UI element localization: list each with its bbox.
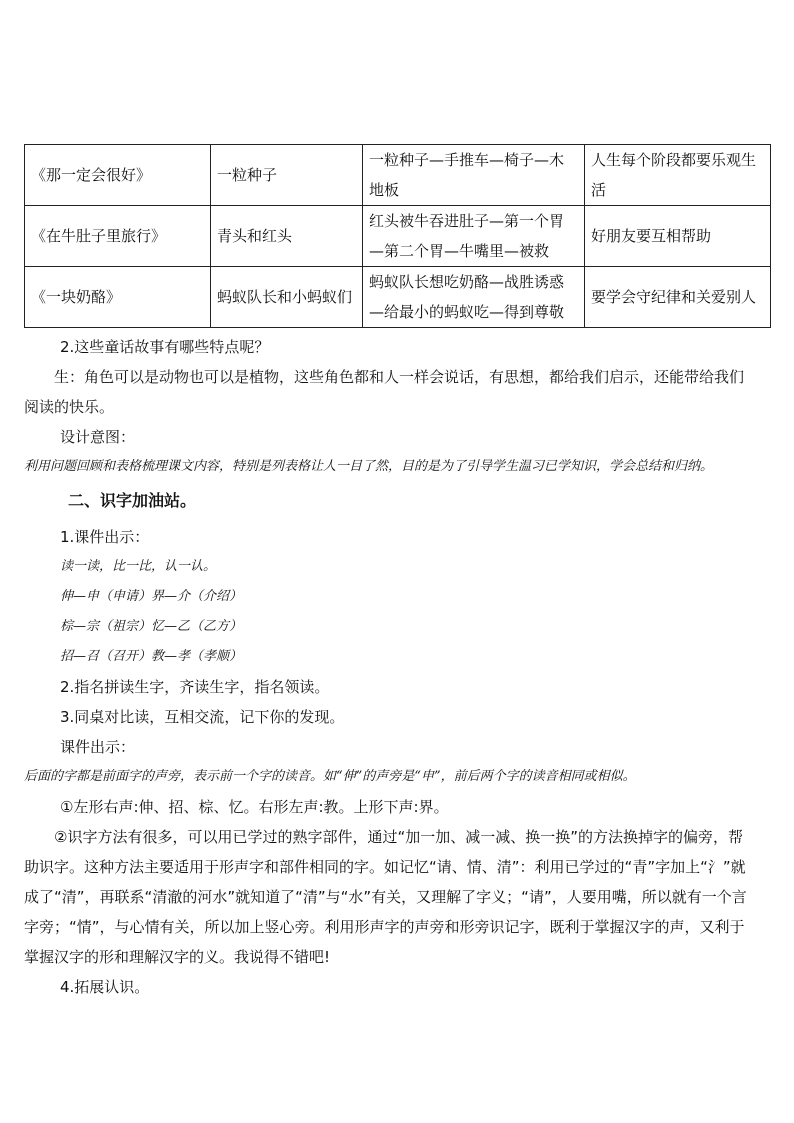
student-answer: 生：角色可以是动物也可以是植物，这些角色都和人一样会说话，有思想，都给我们启示，还能带给我们阅读的快乐。 bbox=[24, 368, 745, 416]
table-cell-character: 青头和红头 bbox=[211, 206, 363, 267]
character-pair-1: 伸—申（申请）界—介（介绍） bbox=[60, 589, 243, 604]
table-cell-plot: 红头被牛吞进肚子—第一个胃—第二个胃—牛嘴里—被救 bbox=[363, 206, 585, 267]
table-row bbox=[25, 206, 771, 267]
step-1: 1.课件出示： bbox=[60, 528, 150, 546]
character-pair-3: 招—召（召开）教—孝（孝顺） bbox=[60, 649, 243, 664]
table-cell-plot: 一粒种子—手推车—椅子—木地板 bbox=[363, 145, 585, 206]
question-2: 2.这些童话故事有哪些特点呢？ bbox=[60, 338, 270, 356]
table-row bbox=[25, 267, 771, 328]
courseware-label: 课件出示： bbox=[60, 738, 136, 756]
step-2: 2.指名拼读生字，齐读生字，指名领读。 bbox=[60, 678, 330, 696]
table-cell-title: 《那一定会很好》 bbox=[25, 145, 211, 206]
table-cell-character: 蚂蚁队长和小蚂蚁们 bbox=[211, 267, 363, 328]
table-cell-lesson: 要学会守纪律和关爱别人 bbox=[585, 267, 771, 328]
lesson-body bbox=[24, 332, 754, 1002]
step-3: 3.同桌对比读，互相交流，记下你的发现。 bbox=[60, 708, 345, 726]
design-intent-text: 利用问题回顾和表格梳理课文内容，特别是列表格让人一目了然，目的是为了引导学生温习已学知识，学会总结和归纳。 bbox=[24, 459, 714, 474]
step-4: 4.拓展认识。 bbox=[60, 978, 150, 996]
table-cell-lesson: 好朋友要互相帮助 bbox=[585, 206, 771, 267]
courseware-explanation: 后面的字都是前面字的声旁，表示前一个字的读音。如“伸”的声旁是“申”，前后两个字的读音相同或相似。 bbox=[24, 769, 636, 784]
design-intent-label: 设计意图： bbox=[60, 428, 136, 446]
table-cell-character: 一粒种子 bbox=[211, 145, 363, 206]
table-cell-title: 《在牛肚子里旅行》 bbox=[25, 206, 211, 267]
point-1: ①左形右声:伸、招、棕、忆。右形左声:教。上形下声:界。 bbox=[60, 798, 449, 816]
character-pair-2: 棕—宗（祖宗）忆—乙（乙方） bbox=[60, 619, 243, 634]
read-instruction: 读一读，比一比，认一认。 bbox=[60, 559, 217, 574]
table-cell-lesson: 人生每个阶段都要乐观生活 bbox=[585, 145, 771, 206]
point-2: ②识字方法有很多，可以用已学过的熟字部件，通过“加一加、减一减、换一换”的方法换掉字的偏旁，帮助识字。这种方法主要适用于形声字和部件相同的字。如记忆“请、情、清”：利用已学过的“青”字加上“氵”就成了“清”，再联系“清澈的河水”就知道了“清”与“水”有关，又理解了字义；“请”，人要用嘴，所以就有一个言字旁；“情”，与心情有关，所以加上竖心旁。利用形声字的声旁和形旁识记字，既利于掌握汉字的声，又利于掌握汉字的形和理解汉字的义。我说得不错吧! bbox=[24, 828, 747, 966]
table-row bbox=[25, 145, 771, 206]
table-cell-title: 《一块奶酪》 bbox=[25, 267, 211, 328]
table-cell-plot: 蚂蚁队长想吃奶酪—战胜诱惑—给最小的蚂蚁吃—得到尊敬 bbox=[363, 267, 585, 328]
section-heading: 二、识字加油站。 bbox=[68, 491, 197, 510]
story-summary-table bbox=[24, 144, 771, 328]
